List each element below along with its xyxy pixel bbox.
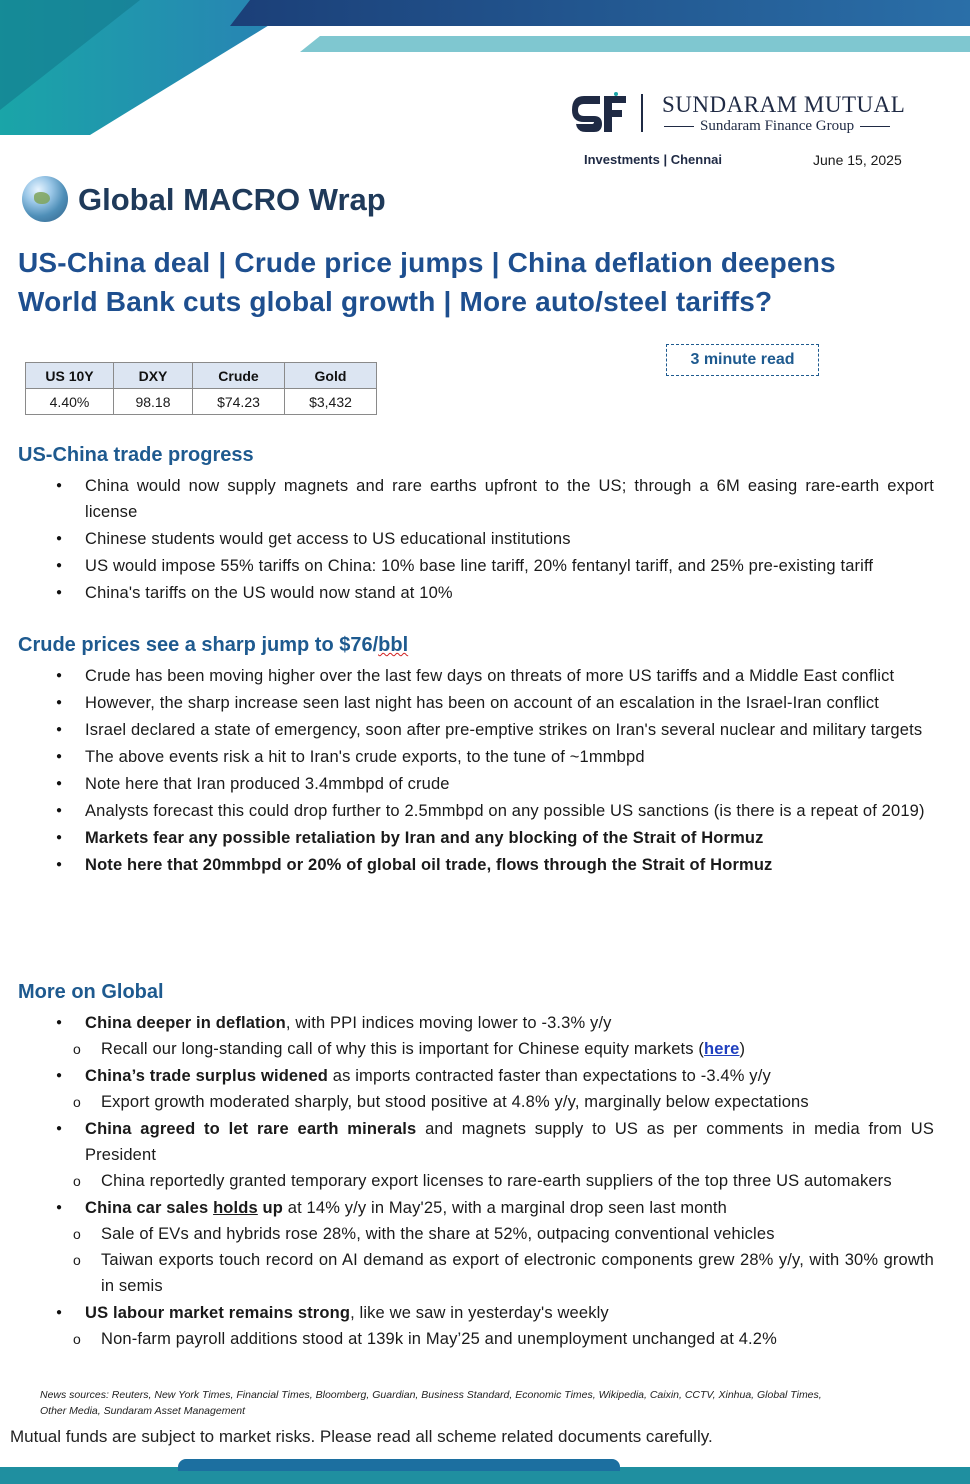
list-item: ● China would now supply magnets and rare earths upfront to the US; through a 6M easing rare-earth export license [56, 473, 934, 525]
headline-line-1: US-China deal | Crude price jumps | China deflation deepens [18, 247, 836, 278]
section-title-trade: US-China trade progress [18, 444, 254, 466]
brand-block [572, 90, 912, 140]
table-cell: $74.23 [193, 389, 285, 415]
report-date: June 15, 2025 [813, 152, 902, 168]
market-snapshot-table [25, 362, 377, 415]
section-title-global: More on Global [18, 981, 164, 1003]
footer-accent [178, 1459, 620, 1471]
brand-name: SUNDARAM MUTUAL [662, 92, 906, 117]
sub-list-item: o Recall our long-standing call of why this is important for Chinese equity markets (here) [56, 1036, 934, 1062]
list-item: ● China car sales holds up at 14% y/y in May'25, with a marginal drop seen last month o Sale of EVs and hybrids rose 28%, with the share at 52%, outpacing conventional vehicles o Taiwan exports touch record on AI demand as export of electronic components grew 28% y/y, with 30% growth in semis [56, 1195, 934, 1299]
table-header: US 10Y [26, 363, 114, 389]
list-item: ● The above events risk a hit to Iran's crude exports, to the tune of ~1mmbpd [56, 744, 934, 770]
location-label: Investments | Chennai [584, 152, 723, 167]
list-item: ● Markets fear any possible retaliation by Iran and any blocking of the Strait of Hormuz [56, 825, 934, 851]
list-item: ● Analysts forecast this could drop further to 2.5mmbpd on any possible US sanctions (is there is a repeat of 2019) [56, 798, 934, 824]
trade-bullet-list [56, 473, 934, 607]
list-item: ● However, the sharp increase seen last night has been on account of an escalation in the Israel-Iran conflict [56, 690, 934, 716]
table-cell: $3,432 [285, 389, 377, 415]
section-title-crude: Crude prices see a sharp jump to $76/bbl [18, 634, 409, 656]
table-header: DXY [114, 363, 193, 389]
sub-list-item: o Non-farm payroll additions stood at 139k in May’25 and unemployment unchanged at 4.2% [56, 1326, 934, 1352]
list-item: ● US would impose 55% tariffs on China: 10% base line tariff, 20% fentanyl tariff, and 25% pre-existing tariff [56, 553, 934, 579]
list-item: ● Note here that Iran produced 3.4mmbpd of crude [56, 771, 934, 797]
news-sources: News sources: Reuters, New York Times, Financial Times, Bloomberg, Guardian, Business Standard, Economic Times, Wikipedia, Caixin, CCTV, Xinhua, Global Times, Other Media, Sundaram Asset Management [40, 1389, 822, 1417]
crude-bullet-list [56, 663, 934, 879]
sub-list-item: o Taiwan exports touch record on AI demand as export of electronic components grew 28% y/y, with 30% growth in semis [56, 1247, 934, 1299]
list-item: ● US labour market remains strong, like we saw in yesterday's weekly o Non-farm payroll additions stood at 139k in May’25 and unemployment unchanged at 4.2% [56, 1300, 934, 1352]
global-bullet-list [56, 1010, 934, 1353]
table-cell: 4.40% [26, 389, 114, 415]
list-item: ● Israel declared a state of emergency, soon after pre-emptive strikes on Iran's several nuclear and military targets [56, 717, 934, 743]
headline-line-2: World Bank cuts global growth | More auto/steel tariffs? [18, 286, 773, 317]
list-item: ● China deeper in deflation, with PPI indices moving lower to -3.3% y/y o Recall our long-standing call of why this is important for Chinese equity markets (here) [56, 1010, 934, 1062]
list-item: ● Crude has been moving higher over the last few days on threats of more US tariffs and a Middle East conflict [56, 663, 934, 689]
list-item: ● Chinese students would get access to US educational institutions [56, 526, 934, 552]
table-header: Crude [193, 363, 285, 389]
table-header: Gold [285, 363, 377, 389]
sub-list-item: o Sale of EVs and hybrids rose 28%, with the share at 52%, outpacing conventional vehicles [56, 1221, 934, 1247]
sub-list-item: o Export growth moderated sharply, but stood positive at 4.8% y/y, marginally below expectations [56, 1089, 934, 1115]
list-item: ● China's tariffs on the US would now stand at 10% [56, 580, 934, 606]
list-item: ● Note here that 20mmbpd or 20% of global oil trade, flows through the Strait of Hormuz [56, 852, 934, 878]
disclaimer: Mutual funds are subject to market risks. Please read all scheme related documents carefully. [10, 1427, 713, 1446]
brand-divider [641, 94, 643, 132]
list-item: ● China’s trade surplus widened as imports contracted faster than expectations to -3.4% y/y o Export growth moderated sharply, but stood positive at 4.8% y/y, marginally below expectations [56, 1063, 934, 1115]
list-item: ● China agreed to let rare earth minerals and magnets supply to US as per comments in media from US President o China reportedly granted temporary export licenses to rare-earth suppliers of the top three US automakers [56, 1116, 934, 1194]
brand-group: Sundaram Finance Group [664, 118, 890, 135]
here-link[interactable]: here [704, 1040, 740, 1058]
page-title: Global MACRO Wrap [78, 182, 386, 217]
table-header-row [26, 363, 377, 389]
sf-logo-icon [572, 92, 628, 136]
table-cell: 98.18 [114, 389, 193, 415]
globe-icon [22, 176, 68, 222]
sub-list-item: o China reportedly granted temporary export licenses to rare-earth suppliers of the top three US automakers [56, 1168, 934, 1194]
read-time-badge: 3 minute read [666, 344, 819, 376]
table-row [26, 389, 377, 415]
